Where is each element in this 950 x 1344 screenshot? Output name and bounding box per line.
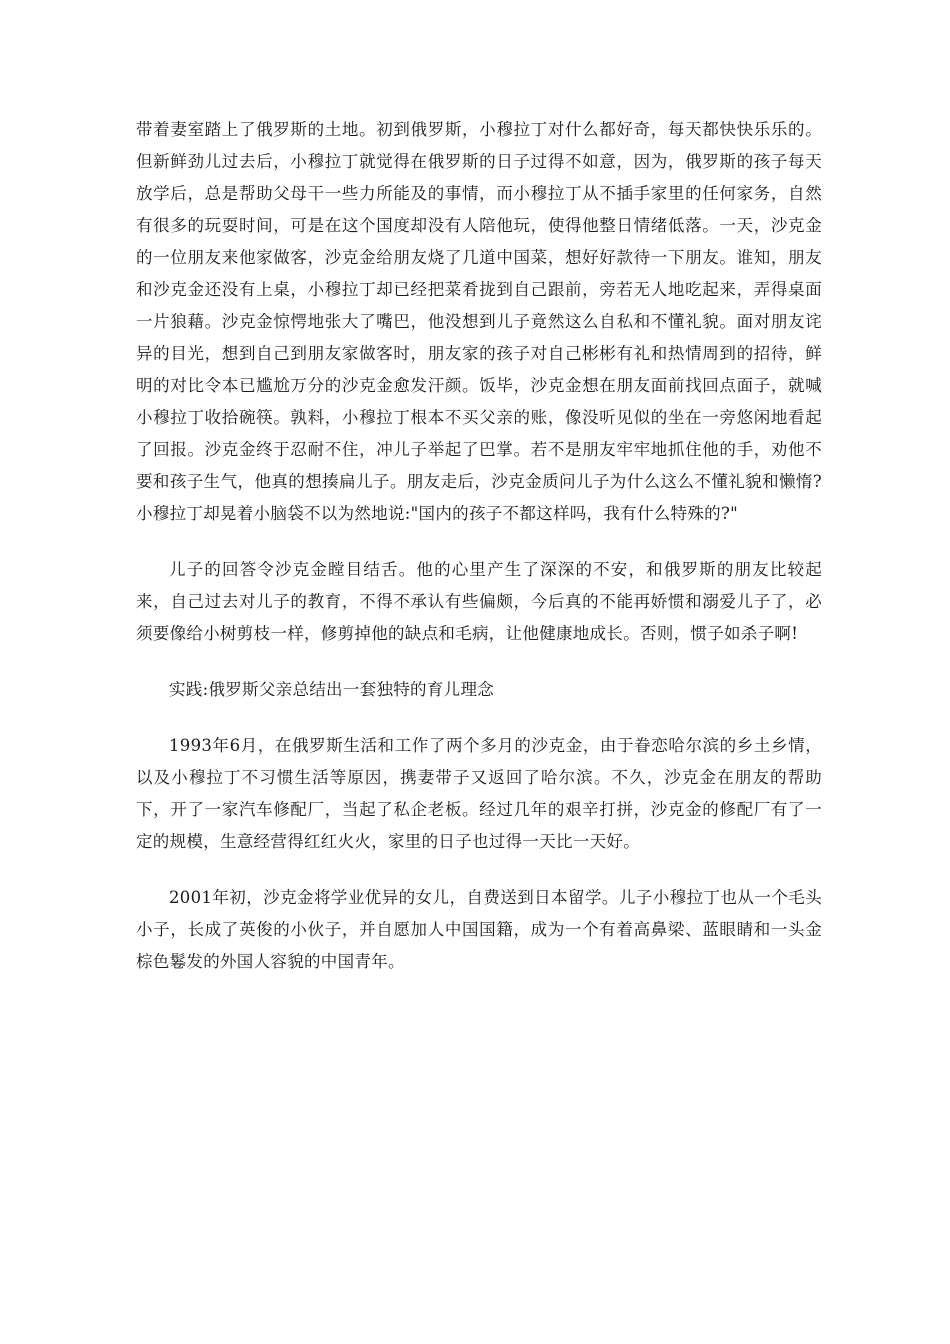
paragraph-story-continuation: 带着妻室踏上了俄罗斯的土地。初到俄罗斯，小穆拉丁对什么都好奇，每天都快快乐乐的。但新鲜劲儿过去后，小穆拉丁就觉得在俄罗斯的日子过得不如意，因为，俄罗斯的孩子每天放学后，总是帮助父母干一些力所能及的事情，而小穆拉丁从不插手家里的任何家务，自然有很多的玩耍时间，可是在这个国度却没有人陪他玩，使得他整日情绪低落。一天，沙克金的一位朋友来他家做客，沙克金给朋友烧了几道中国菜，想好好款待一下朋友。谁知，朋友和沙克金还没有上桌，小穆拉丁却已经把菜肴拢到自己跟前，旁若无人地吃起来，弄得桌面一片狼藉。沙克金惊愕地张大了嘴巴，他没想到儿子竟然这么自私和不懂礼貌。面对朋友诧异的目光，想到自己到朋友家做客时，朋友家的孩子对自己彬彬有礼和热情周到的招待，鲜明的对比令本已尴尬万分的沙克金愈发汗颜。饭毕，沙克金想在朋友面前找回点面子，就喊小穆拉丁收拾碗筷。孰料，小穆拉丁根本不买父亲的账，像没听见似的坐在一旁悠闲地看起了回报。沙克金终于忍耐不住，冲儿子举起了巴掌。若不是朋友牢牢地抓住他的手，劝他不要和孩子生气，他真的想揍扁儿子。朋友走后，沙克金质问儿子为什么这么不懂礼貌和懒惰?小穆拉丁却晃着小脑袋不以为然地说:"国内的孩子不都这样吗，我有什么特殊的?" — [136, 120, 822, 523]
section-heading-practice: 实践:俄罗斯父亲总结出一套独特的育儿理念 — [169, 680, 495, 699]
paragraph-return-harbin: 1993年6月，在俄罗斯生活和工作了两个多月的沙克金，由于眷恋哈尔滨的乡土乡情，以及小穆拉丁不习惯生活等原因，携妻带子又返回了哈尔滨。不久，沙克金在朋友的帮助下，开了一家汽车修配厂，当起了私企老板。经过几年的艰辛打拼，沙克金的修配厂有了一定的规模，生意经营得红红火火，家里的日子也过得一天比一天好。 — [136, 736, 822, 851]
article-body — [136, 114, 822, 978]
paragraph-son-answer: 儿子的回答令沙克金瞠目结舌。他的心里产生了深深的不安，和俄罗斯的朋友比较起来，自己过去对儿子的教育，不得不承认有些偏颇，今后真的不能再娇惯和溺爱儿子了，必须要像给小树剪枝一样，修剪掉他的缺点和毛病，让他健康地成长。否则，惯子如杀子啊! — [136, 560, 822, 643]
paragraph-2001: 2001年初，沙克金将学业优异的女儿，自费送到日本留学。儿子小穆拉丁也从一个毛头小子，长成了英俊的小伙子，并自愿加人中国国籍，成为一个有着高鼻梁、蓝眼睛和一头金棕色鬈发的外国人容貌的中国青年。 — [136, 888, 822, 971]
